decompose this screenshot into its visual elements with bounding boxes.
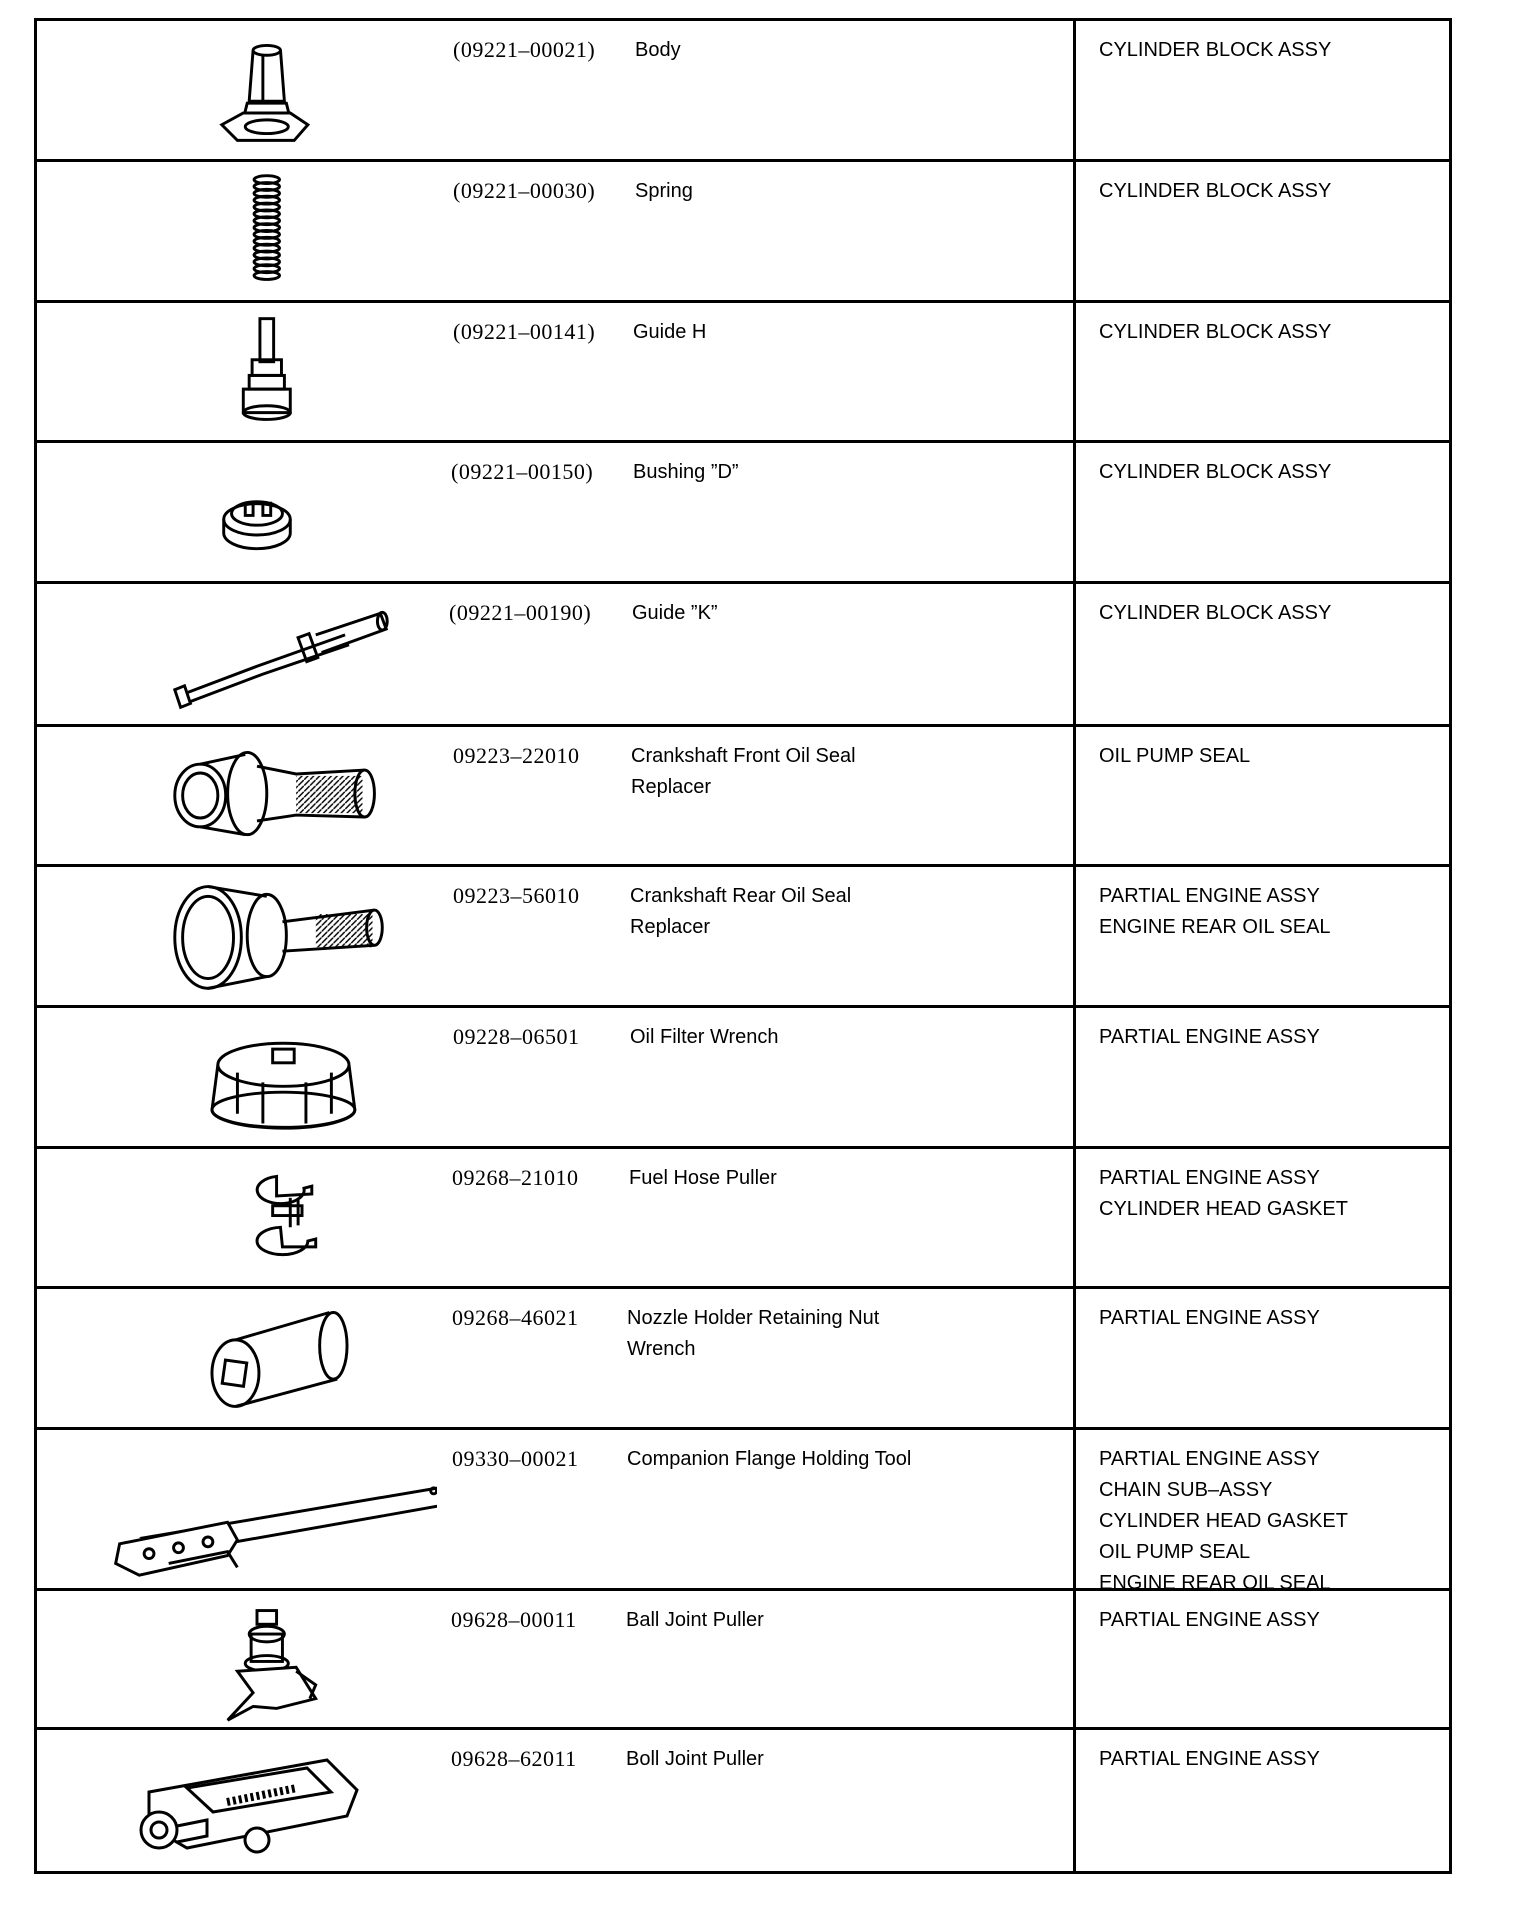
special-tools-table [34, 18, 1452, 1874]
usage-item: CYLINDER BLOCK ASSY [1099, 602, 1332, 624]
usage-list [1099, 317, 1439, 348]
tool-row [37, 727, 1449, 867]
usage-list [1099, 881, 1439, 943]
tool-name [635, 35, 975, 66]
tool-name-line: Boll Joint Puller [626, 1748, 764, 1770]
usage-list [1099, 1444, 1439, 1599]
usage-item: PARTIAL ENGINE ASSY [1099, 1307, 1320, 1329]
tool-name-line: Fuel Hose Puller [629, 1167, 777, 1189]
tool-name [631, 741, 971, 803]
usage-item: CYLINDER BLOCK ASSY [1099, 39, 1332, 61]
tool-name-line: Replacer [630, 916, 711, 938]
tool-name-line: Oil Filter Wrench [630, 1026, 779, 1048]
part-number: 09228–06501 [453, 1024, 580, 1049]
tool-name-line: Crankshaft Rear Oil Seal [630, 885, 852, 907]
usage-list [1099, 457, 1439, 488]
tool-row [37, 867, 1449, 1008]
tool-name [630, 1022, 970, 1053]
part-number: 09223–22010 [453, 743, 580, 768]
tool-name [626, 1605, 966, 1636]
tool-name-line: Guide H [633, 321, 707, 343]
fuel-hose-puller-icon [77, 1149, 437, 1286]
tool-name-line: Bushing ”D” [633, 461, 739, 483]
usage-item: PARTIAL ENGINE ASSY [1099, 1748, 1320, 1770]
usage-list [1099, 1303, 1439, 1334]
tool-row [37, 1149, 1449, 1289]
tool-name-line: Guide ”K” [632, 602, 718, 624]
tool-row [37, 443, 1449, 584]
tool-name [627, 1303, 967, 1365]
ball-joint-puller-icon [77, 1591, 437, 1727]
ball-joint-puller-2-icon [77, 1730, 437, 1871]
flange-holding-tool-icon [77, 1430, 437, 1588]
tool-name-line: Body [635, 39, 681, 61]
part-number: 09223–56010 [453, 883, 580, 908]
tool-row [37, 1730, 1449, 1871]
part-number: 09268–46021 [452, 1305, 579, 1330]
tool-body-icon [77, 21, 437, 159]
tool-name [629, 1163, 969, 1194]
tool-name-line: Crankshaft Front Oil Seal [631, 745, 856, 767]
tool-name-line: Wrench [627, 1338, 696, 1360]
seal-replacer-front-icon [77, 727, 437, 864]
usage-item: PARTIAL ENGINE ASSY [1099, 1609, 1320, 1631]
tool-name-line: Companion Flange Holding Tool [627, 1448, 912, 1470]
tool-name [633, 317, 973, 348]
usage-list [1099, 1744, 1439, 1775]
tool-name [632, 598, 972, 629]
tool-name [626, 1744, 966, 1775]
tool-row [37, 1008, 1449, 1149]
usage-item: PARTIAL ENGINE ASSY [1099, 885, 1320, 907]
tool-name [635, 176, 975, 207]
usage-item: PARTIAL ENGINE ASSY [1099, 1167, 1320, 1189]
usage-list [1099, 176, 1439, 207]
spring-icon [77, 162, 437, 300]
seal-replacer-rear-icon [77, 867, 437, 1005]
tool-name-line: Ball Joint Puller [626, 1609, 764, 1631]
usage-item: OIL PUMP SEAL [1099, 745, 1251, 767]
bushing-icon [77, 443, 437, 581]
tool-row [37, 21, 1449, 162]
tool-name-line: Spring [635, 180, 693, 202]
usage-item: CYLINDER BLOCK ASSY [1099, 461, 1332, 483]
usage-list [1099, 35, 1439, 66]
usage-item: OIL PUMP SEAL [1099, 1541, 1251, 1563]
usage-item: CYLINDER BLOCK ASSY [1099, 180, 1332, 202]
part-number: (09221–00141) [453, 319, 596, 344]
tool-name [630, 881, 970, 943]
oil-filter-wrench-icon [77, 1008, 437, 1146]
tool-row [37, 1289, 1449, 1430]
tool-name [633, 457, 973, 488]
guide-h-icon [77, 303, 437, 440]
part-number: 09628–62011 [451, 1746, 577, 1771]
tool-name-line: Nozzle Holder Retaining Nut [627, 1307, 880, 1329]
usage-list [1099, 1605, 1439, 1636]
tool-name-line: Replacer [631, 776, 712, 798]
tool-row [37, 1430, 1449, 1594]
usage-item: CYLINDER HEAD GASKET [1099, 1510, 1348, 1532]
part-number: 09628–00011 [451, 1607, 577, 1632]
tool-row [37, 303, 1449, 443]
usage-item: ENGINE REAR OIL SEAL [1099, 916, 1331, 938]
usage-item: PARTIAL ENGINE ASSY [1099, 1026, 1320, 1048]
tool-row [37, 584, 1449, 727]
part-number: (09221–00021) [453, 37, 596, 62]
usage-item: CHAIN SUB–ASSY [1099, 1479, 1273, 1501]
tool-name [627, 1444, 967, 1475]
usage-item: CYLINDER BLOCK ASSY [1099, 321, 1332, 343]
part-number: (09221–00150) [451, 459, 594, 484]
tool-row [37, 1591, 1449, 1730]
tool-row [37, 162, 1449, 303]
part-number: 09268–21010 [452, 1165, 579, 1190]
usage-item: CYLINDER HEAD GASKET [1099, 1198, 1348, 1220]
part-number: (09221–00190) [449, 600, 592, 625]
part-number: 09330–00021 [452, 1446, 579, 1471]
usage-item: ENGINE REAR OIL SEAL [1099, 1572, 1331, 1594]
socket-wrench-icon [77, 1289, 437, 1427]
usage-list [1099, 741, 1439, 772]
part-number: (09221–00030) [453, 178, 596, 203]
guide-k-icon [77, 584, 437, 724]
usage-list [1099, 598, 1439, 629]
usage-list [1099, 1022, 1439, 1053]
usage-list [1099, 1163, 1439, 1225]
usage-item: PARTIAL ENGINE ASSY [1099, 1448, 1320, 1470]
